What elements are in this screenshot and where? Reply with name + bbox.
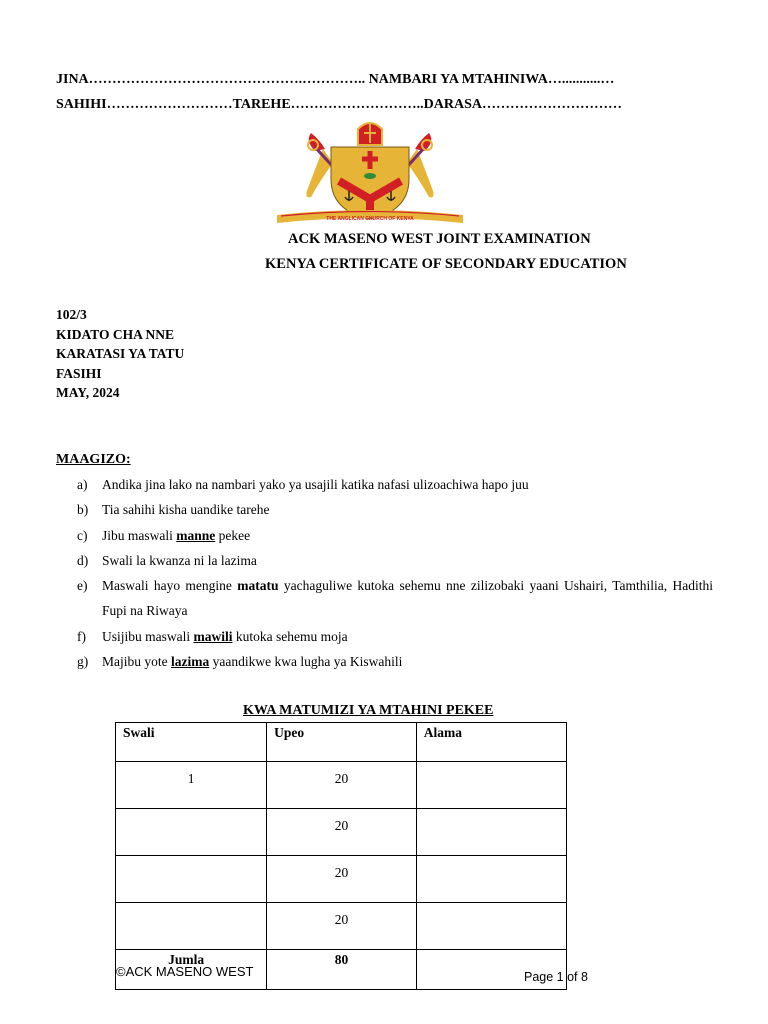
swali-cell[interactable] xyxy=(116,809,267,856)
instruction-label: g) xyxy=(77,654,89,670)
instructions-list xyxy=(77,472,713,674)
copyright-footer: ©ACK MASENO WEST xyxy=(116,964,254,979)
instruction-item xyxy=(77,624,713,649)
instruction-text: Jibu maswali manne pekee xyxy=(102,527,251,543)
table-row xyxy=(116,856,567,903)
header-swali: Swali xyxy=(116,723,267,762)
alama-cell[interactable] xyxy=(416,809,566,856)
table-header-row xyxy=(116,723,567,762)
header-alama: Alama xyxy=(416,723,566,762)
emphasis: lazima xyxy=(171,654,210,670)
instruction-item xyxy=(77,472,713,497)
table-row xyxy=(116,903,567,950)
instruction-label: c) xyxy=(77,527,88,543)
instruction-label: b) xyxy=(77,502,89,518)
certificate-title: KENYA CERTIFICATE OF SECONDARY EDUCATION xyxy=(265,256,627,272)
instruction-text: Maswali hayo mengine matatu yachaguliwe kutoka sehemu nne zilizobaki yaani Ushairi, Tamthilia, Hadithi Fupi na Riwaya xyxy=(102,578,713,619)
alama-cell[interactable] xyxy=(416,856,566,903)
paper-meta xyxy=(56,305,184,403)
instructions-heading: MAAGIZO: xyxy=(56,452,131,467)
emphasis: mawili xyxy=(193,628,233,644)
paper-subject: FASIHI xyxy=(56,365,102,381)
alama-cell[interactable] xyxy=(416,762,566,809)
instruction-item xyxy=(77,548,713,573)
exam-title: ACK MASENO WEST JOINT EXAMINATION xyxy=(288,231,591,247)
instruction-label: d) xyxy=(77,552,89,568)
emphasis: matatu xyxy=(237,578,279,594)
total-label: Jumla xyxy=(116,950,267,990)
table-row xyxy=(116,762,567,809)
table-row xyxy=(116,809,567,856)
instruction-label: a) xyxy=(77,477,88,492)
instruction-item xyxy=(77,649,713,674)
instruction-text: Majibu yote lazima yaandikwe kwa lugha ya Kiswahili xyxy=(102,654,403,670)
emphasis: manne xyxy=(176,527,216,543)
paper-number: KARATASI YA TATU xyxy=(56,346,185,361)
page-number: Page 1 of 8 xyxy=(524,970,588,984)
instruction-text: Usijibu maswali mawili kutoka sehemu moja xyxy=(102,628,348,644)
header-upeo: Upeo xyxy=(267,723,417,762)
upeo-cell: 20 xyxy=(267,903,417,950)
swali-cell[interactable] xyxy=(116,903,267,950)
instruction-item xyxy=(77,523,713,548)
logo-banner-text: THE ANGLICAN CHURCH OF KENYA xyxy=(326,216,414,222)
instruction-label: f) xyxy=(77,628,86,644)
upeo-cell: 20 xyxy=(267,762,417,809)
instruction-label: e) xyxy=(77,578,88,594)
upeo-cell: 20 xyxy=(267,856,417,903)
instruction-text: Swali la kwanza ni la lazima xyxy=(102,552,257,568)
instruction-item xyxy=(77,573,713,624)
paper-code: 102/3 xyxy=(56,307,87,322)
alama-cell[interactable] xyxy=(416,903,566,950)
total-value: 80 xyxy=(267,950,417,990)
instruction-item xyxy=(77,497,713,522)
swali-cell[interactable] xyxy=(116,856,267,903)
upeo-cell: 20 xyxy=(267,809,417,856)
examiner-table-caption: KWA MATUMIZI YA MTAHINI PEKEE xyxy=(243,703,494,718)
paper-form: KIDATO CHA NNE xyxy=(56,326,175,342)
swali-cell: 1 xyxy=(116,762,267,809)
instruction-text: Andika jina lako na nambari yako ya usajili katika nafasi ulizoachiwa hapo juu xyxy=(102,477,529,492)
name-number-line: JINA……………………………………….………….. NAMBARI YA MTAHINIWA…...........… xyxy=(56,72,615,87)
instruction-text: Tia sahihi kisha uandike tarehe xyxy=(102,502,270,518)
anglican-church-logo xyxy=(275,119,465,230)
paper-date: MAY, 2024 xyxy=(56,385,120,400)
signature-date-class-line: SAHIHI………………………TAREHE………………………..DARASA………………………… xyxy=(56,97,622,112)
examiner-marks-table xyxy=(115,722,567,990)
